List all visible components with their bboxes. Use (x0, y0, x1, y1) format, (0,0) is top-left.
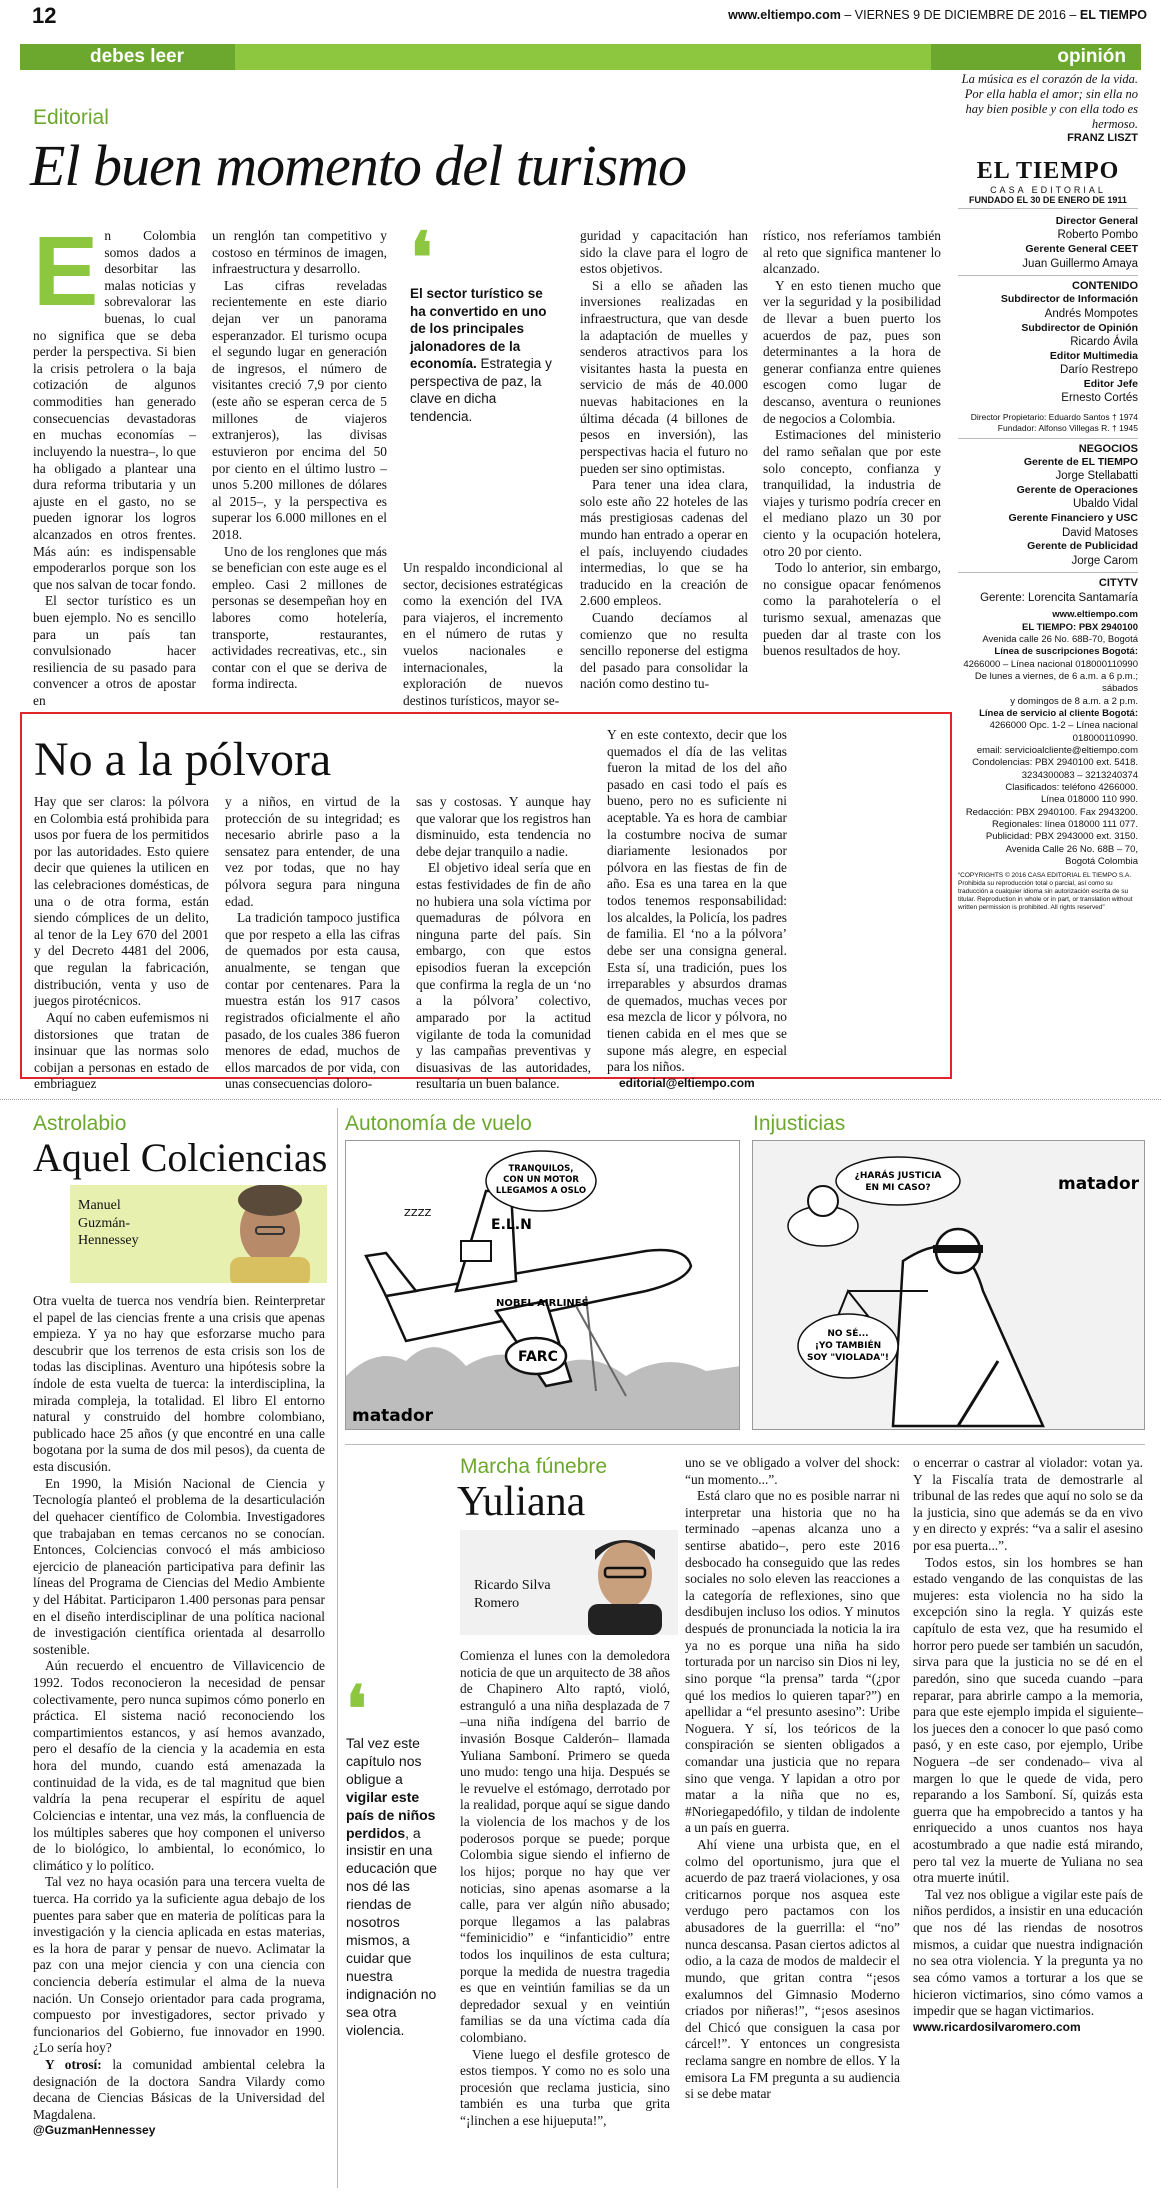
paragraph: un renglón tan competitivo y costoso en términos de imagen, infraestructura y desarrollo. (212, 228, 387, 277)
paragraph: Tal vez no haya ocasión para una tercera vuelta de tuerca. Ha corrido ya la suficiente agua debajo de los puentes para saber que en materia de políticas para la investigación y la ciencia aplicada en estas materias, es la hora de parar y pensar de nuevo. Aclimatar la paz con una mejor ciencia y con una ciencia con conciencia debería estimular el alma de la nueva nación. Un Consejo orientador para cada programa, compuesto por investigadores, sector privado y funcionarios del Gobierno, fue innovador en 1990. ¿Lo sería hoy? (33, 1874, 325, 2056)
cartoon1-section: Autonomía de vuelo (345, 1112, 532, 1135)
paragraph: En 1990, la Misión Nacional de Ciencia y Tecnología planteó el problema de la desarticulación del quehacer científico de Colombia. Investigadores que trabajaban en temas cercanos no se conocían. Entonces, Colciencias convocó el más ambicioso ejercicio de planeación participativa para definir las líneas del Programa de Ciencias del Medio Ambiente y del Hábitat. Participaron 1.400 personas para pensar en el diseño interdisciplinar de una política nacional de investigación científica orientada al desarrollo sostenible. (33, 1475, 325, 1657)
justice-illustration (753, 1141, 1145, 1430)
quote-mark-icon: ❛ (410, 221, 433, 298)
paragraph: La tradición tampoco justifica que por respeto a ella las cifras de quemados por esta causa, anualmente, se tengan que contar por centenares. Para la muestra están los 917 casos registrados oficialmente el año pasado, de los cuales 386 fueron menores de edad, muchos de ellos marcados de por vida, con unas consecuencias doloro- (225, 910, 400, 1092)
staff-role: Gerente de Publicidad (1027, 540, 1138, 553)
paragraph: Viene luego el desfile grotesco de estos tiempos. Y como no es solo una procesión que reclama justicia, sino también es una turba que grita “¡linchen a ese hijueputa!”, (460, 2046, 670, 2129)
plane-bubble-3: LLEGAMOS A OSLO (495, 1186, 587, 1196)
paragraph: Cuando decíamos al comienzo que no resulta sencillo reponerse del estigma del pasado para consolidar la nación como destino tu- (580, 610, 748, 692)
paragraph: Un respaldo incondicional al sector, decisiones estratégicas como la exención del IVA para viajeros, el incremento en el número de rutas y vuelos nacionales e internacionales, la exploración de nuevos destinos turísticos, mayor se- (403, 560, 563, 708)
staff-name: Ricardo Ávila (1070, 335, 1138, 348)
site-url[interactable]: www.eltiempo.com (728, 8, 841, 22)
pull-quote-pre: Tal vez este capítulo nos obligue a (346, 1735, 422, 1787)
paragraph: El sector turístico es un buen ejemplo. No es sencillo para un país tan convulsionado hacer resiliencia de su pasado para convencer a otros de apostar en (33, 593, 196, 709)
contact-line: 4266000 Opc. 1-2 – Línea nacional 018000110990. (989, 720, 1138, 744)
paragraph: sas y costosas. Y aunque hay que valorar que los registros han disminuido, esta tendencia no debe dejar tranquilo a nadie. (416, 794, 591, 859)
editorial-col-2 (212, 228, 387, 693)
paragraph: n Colombia somos dados a desorbitar las malas noticias y sobrevalorar las buenas, lo cual no significa que se deba perder la perspectiva. Si bien la crisis petrolera o la baja cotización de algunos commodities han generado consecuencias devastadoras en muchas economías –incluyendo la nuestra–, lo que ha obligado a plantear una dura reforma tributaria y un ajuste en el gasto, no se pueden ignorar los logros alcanzados en otros frentes. Más aún: es indispensable empoderarlos porque son los que nos salvan de tocar fondo. (33, 228, 196, 592)
farc-label: FARC (518, 1349, 558, 1365)
astrolabio-title: Aquel Colciencias (33, 1135, 328, 1180)
editorial-kicker: Editorial (33, 106, 109, 129)
author-handle[interactable]: @GuzmanHennessey (33, 2123, 156, 2138)
justice-bubble-1: ¿HARÁS JUSTICIA (854, 1171, 942, 1181)
pull-quote-post: , a insistir en una educación que nos dé las riendas de nosotros mismos, a cuidar que nuestra indignación no sea otra violencia. (346, 1824, 438, 2038)
staff-name: Ubaldo Vidal (1072, 498, 1138, 511)
staff-role: Gerente de Operaciones (1016, 484, 1138, 496)
staff-section-title: NEGOCIOS (958, 438, 1138, 456)
contact-line: Publicidad: PBX 2943000 ext. 3150. (985, 831, 1138, 843)
yuliana-title: Yuliana (457, 1479, 586, 1525)
section-bar (20, 44, 1141, 70)
staff-role: Gerente General CEET (1025, 243, 1138, 256)
paragraph: Todo lo anterior, sin embargo, no consigue opacar fenómenos como la parahotelería o el turismo sexual, amenazas que pueden dar al traste con los buenos resultados de hoy. (763, 560, 941, 659)
contact-line: Redacción: PBX 2940100. Fax 2943200. (965, 806, 1138, 818)
paragraph: El objetivo ideal sería que en estas festividades de fin de año no hubiera una sola víctima por quemaduras de pólvora en ninguna parte del país. Sin embargo, con que estos episodios fueran la excepción que confirma la regla de un ‘no a la pólvora’ colectivo, amparado por la actitud vigilante de toda la comunidad y las campañas preventivas y disuasivas de las autoridades, resultaría un buen balance. (416, 860, 591, 1092)
polvora-col-2 (225, 794, 400, 1093)
pull-quote-bold: El sector turístico se ha convertido en uno de los principales jalonadores de la economía. (410, 286, 547, 372)
staff-name: Andrés Mompotes (1044, 307, 1138, 320)
contact-line: Bogotá Colombia (1065, 856, 1138, 868)
author-website[interactable]: www.ricardosilvaromero.com (913, 2019, 1081, 2034)
contact-line: Regionales: línea 018000 111 077. (992, 819, 1138, 831)
staff-name: Ernesto Cortés (1061, 392, 1138, 405)
staff-role: Gerente Financiero y USC (1008, 512, 1138, 525)
cartoon-justice (752, 1140, 1145, 1430)
cartoon2-section: Injusticias (753, 1112, 846, 1135)
contact-line: 3234300083 – 3213240374 (1021, 769, 1138, 781)
author-photo-area (70, 1185, 327, 1283)
editorial-col-1 (33, 216, 196, 710)
editorial-col-5 (763, 228, 941, 660)
cartoon-signature: matador (352, 1406, 434, 1426)
contact-line: Línea de servicio al cliente Bogotá: (979, 708, 1138, 720)
pull-quote (346, 1674, 446, 2039)
contact-line: Avenida Calle 26 No. 68B – 70, (1005, 843, 1138, 855)
paragraph: Estimaciones del ministerio del ramo señalan que por este solo concepto, confianza y tranquilidad, la industria de viajes y turismo podría crecer en el mediano plazo un 30 por ciento y la ocupación hotelera, otro 20 por ciento. (763, 427, 941, 559)
yuliana-section: Marcha fúnebre (460, 1455, 608, 1478)
right-tab: opinión (931, 44, 1141, 70)
paragraph: Las cifras reveladas recientemente en este diario dejan ver un panorama esperanzador. El turismo ocupa el segundo lugar en generación de ingresos, el número de visitantes creció 7,9 por ciento (este año se esperan cerca de 5 millones de viajeros extranjeros), las divisas estuvieron por encima del 50 por ciento en el último lustro –unos 5.200 millones de dólares al 2015–, y la perspectiva es superar los 6.000 millones en el 2018. (212, 277, 387, 542)
paragraph: Hay que ser claros: la pólvora en Colombia está prohibida para usos por fuera de los permitidos por las autoridades. Esto quiere decir que quienes la utilicen en las celebraciones domésticas, de una o de otra forma, están siendo cómplices de un delito, al tenor de la Ley 670 del 2001 y del Decreto 4481 del 2006, que regulan la fabricación, distribución, venta y uso de juegos pirotécnicos. (34, 794, 209, 1009)
paragraph: Aquí no caben eufemismos ni distorsiones que tratan de insinuar que las normas solo cobijan a personas en estado de embriaguez (34, 1009, 209, 1092)
zzz-label: ZZZZ (404, 1208, 432, 1219)
contact-line: Avenida calle 26 No. 68B-70, Bogotá (982, 633, 1138, 645)
paragraph: Comienza el lunes con la demoledora noticia de que un arquitecto de 38 años de Chapinero Alto raptó, violó, estranguló a una niña desplazada de 7 –una niña indígena del barrio de invasión Bosque Calderón– llamada Yuliana Samboní. Primero se queda uno mudo: tengo una hija. Después se le revuelve el estómago, derrotado por la realidad, porque aquí se sigue dando la violencia de los machos y de los poderosos porque se puede; porque Colombia sigue siendo el infierno de los hijos; porque no hay que ver noticias, sino apenas asomarse a la calle, para ver algún niño abusado; porque llegamos a las palabras “feminicidio” e “infanticidio” entre todos los inquilinos de esta cultura; porque la medida de nuestra tragedia es que en veintiún familias se da un depredador sexual y en veintiún familias se da una víctima cada día colombiano. (460, 1648, 670, 2046)
polvora-title: No a la pólvora (34, 733, 332, 786)
contact-info (958, 609, 1138, 911)
polvora-col-1 (34, 794, 209, 1093)
staff-name: Juan Guillermo Amaya (1022, 257, 1138, 270)
cartoon-signature: matador (1058, 1174, 1140, 1194)
author-byline: Manuel Guzmán-Hennessey (78, 1198, 139, 1248)
section-divider (0, 1099, 1161, 1100)
staff-role: Subdirector de Información (1000, 293, 1138, 306)
contact-line: Condolencias: PBX 2940100 ext. 5418. (972, 757, 1138, 769)
staff-role: Gerente de EL TIEMPO (1023, 455, 1138, 468)
paragraph: Tal vez nos obligue a vigilar este país de niños perdidos, a insistir en una educación que nos dé las riendas de nosotros mismos, a cuidar que nuestra indignación no sea otra violencia. Y la pregunta ya no sea cómo vamos a torturar a los que se hicieron victimarios, sino cómo vamos a impedir que se hagan victimarios. (913, 1886, 1143, 2019)
staff-role: Editor Multimedia (1049, 349, 1138, 362)
eln-label: E.L.N (491, 1217, 532, 1233)
staff-role: Subdirector de Opinión (1021, 321, 1138, 334)
author-photo-area (460, 1530, 678, 1635)
column-rule (337, 1108, 338, 2188)
paragraph: guridad y capacitación han sido la clave para el logro de estos objetivos. (580, 228, 748, 277)
staff-name: David Matoses (1061, 526, 1138, 539)
contact-line: y domingos de 8 a.m. a 2 p.m. (1010, 695, 1138, 707)
paragraph: Está claro que no es posible narrar ni interpretar una historia que no ha terminado –apenas alcanza uno a sentirse abatido–, pero este 2016 desbocado ha conseguido que las redes sociales no solo eleven las reacciones a la categoría de reflexiones, sino que desdibujen incluso los odios. Y minutos después de pronunciada la noticia la ira ya no es porque una niña ha sido torturada por un narciso sin Dios ni ley, sino porque “la prensa” tarda “(¿por qué los medios lo quieren tapar?”) en apellidar a “el presunto asesino”: Uribe Noguera. Y sí, los teóricos de la conspiración se sienten obligados a comandar una justicia que no repara sino que venga. Y lapidan a otro por matar a la niña que no es, #Noriegapedófilo, y tildan de indolente a un país en guerra. (685, 1488, 900, 1836)
paragraph: Otra vuelta de tuerca nos vendría bien. Reinterpretar el papel de las ciencias frente a una crisis que apenas empieza. Y ya no hay que esforzarse mucho para descubrir que los terrenos de esta crisis son los de todas las disciplinas. Aventuro una hipótesis sobre la índole de esta vuelta de tuerca: la interdisciplina, la mirada compleja, la totalidad. El libro El entorno natural y construido del hombre colombiano, publicado hace 25 años (y que encontré en una calle bogotana por la suma de dos mil pesos), da cuenta de esta discusión. (33, 1293, 325, 1475)
paragraph: Uno de los renglones que más se benefician con este auge es el empleo. Casi 2 millones de personas se desempeñan hoy en labores como hotelería, transporte, restaurantes, actividades recreativas, etc., sin contar con el que se deriva de forma indirecta. (212, 543, 387, 692)
astrolabio-body (33, 1293, 325, 2138)
polvora-box (20, 712, 952, 1092)
staff-name: Gerente: Lorencita Santamaría (980, 591, 1138, 604)
staff-role: Editor Jefe (1083, 377, 1138, 390)
yuliana-col-3 (913, 1455, 1143, 2035)
masthead (958, 72, 1138, 911)
staff-name: Darío Restrepo (1060, 364, 1138, 377)
paragraph: Y en este contexto, decir que los quemados el día de las velitas fueron la mitad de los del año pasado en casi todo el país es bueno, pero no es suficiente ni aceptable. Ya es hora de cambiar la costumbre nociva de sumar diariamente lesionados por pólvora en las fiestas de fin de año. Esa es una tarea en la que todos tenemos responsabilidad: los alcaldes, la Policía, los padres de familia. El ‘no a la pólvora’ debe ser una consigna general. Esta sí, una tradición, pues los irreparables y absurdos dramas de quemados, muchas veces por esa mezcla de licor y pólvora, no tienen cabida en el mes que se supone más alegre, en especial para los niños. (607, 727, 787, 1075)
page-header (14, 0, 1147, 32)
pull-quote-bold: vigilar este país de niños perdidos (346, 1788, 436, 1841)
airline-label: NOBEL AIRLINES (496, 1298, 589, 1309)
justice-bubble2-3: SOY "VIOLADA"! (806, 1353, 890, 1363)
otrosi-label: Y otrosí: (45, 2057, 102, 2073)
masthead-quote-author: FRANZ LISZT (1067, 132, 1138, 144)
copyright-note: “COPYRIGHTS © 2016 CASA EDITORIAL EL TIEMPO S.A. Prohibida su reproducción total o parcial, así como su traducción a cualquier idioma sin autorización escrita de su titular. Reproduction in whole or in part, or translation without written permission is prohibited. All rights reserved” (958, 872, 1133, 911)
contact-line: Clasificados: teléfono 4266000. (1005, 782, 1138, 794)
paragraph: Todos estos, sin los hombres se han estado vengando de las conquistas de las mujeres: esta violencia no ha sido la excepción sino la regla. Y quizás este capítulo de esta vez, que ha resumido el horror pero puede ser también un sacudón, sirva para que la justicia no se dé en el paredón, sino que suceda cuando –para reparar, para abrirle campo a la memoria, para que este ejemplo impida el siguiente– los jueces den a conocer lo que pasó como pasó, y en este caso, por ejemplo, Uribe Noguera –de ser condenado– viva al margen lo que le quede de vida, pero reparando a los Samboní. Sí, quizás esta guerra que ha empobrecido a tantos y ha enriquecido a unos cuantos nos haya acostumbrado a que nadie está mirando, pero tal vez la muerte de Yuliana no sea otra muerte inútil. (913, 1554, 1143, 1886)
editorial-col-4 (580, 228, 748, 693)
paragraph: Ahí viene una urbista que, en el colmo del oportunismo, jura que el acuerdo de paz traerá violaciones, y osa criticarnos porque nos asquea este verdugo pero pactamos con los abusadores de la guerrilla: el “no” nunca descansa. Pasan ciertos adictos al odio, a la caza de modos de maldecir el mundo, que gritan contra “¡esos exalumnos del Gimnasio Moderno criados por niñeras!”, “¡esos asesinos del Chicó que consiguen la casa por cárcel!”. Y entonces un congresista reclama sangre en nombre de ellos. Y la emisora La FM pregunta a su audiencia si se debe matar (685, 1837, 900, 2102)
masthead-quote: La música es el corazón de la vida. Por ella habla el amor; sin ella no hay bien posible y con ella todo es hermoso. (961, 72, 1138, 131)
yuliana-col-1 (460, 1648, 670, 2130)
contact-line: Línea de suscripciones Bogotá: (994, 646, 1138, 658)
pull-quote (410, 221, 558, 425)
left-tab: debes leer (20, 44, 235, 70)
paragraph: Si a ello se añaden las inversiones realizadas en infraestructura, que van desde la adaptación de muelles y senderos atractivos para los visitantes hasta la puesta en servicio de más de 40.000 nuevas habitaciones en la última década (4 billones de pesos en inversión), las perspectivas hacia el futuro no pueden ser sino optimistas. (580, 277, 748, 476)
otrosi-text: la comunidad ambiental celebra la designación de la doctora Sandra Vilardy como decana de Ciencias Básicas de la Universidad del Magdalena. (33, 2057, 325, 2122)
plane-illustration (346, 1141, 740, 1430)
justice-bubble-2: EN MI CASO? (865, 1183, 931, 1193)
logo-text: EL TIEMPO (976, 158, 1120, 184)
editorial-col-3 (403, 560, 563, 709)
paper-logo (958, 158, 1138, 209)
pull-quote-rest: Estrategia y perspectiva de paz, la clave en dicha tendencia. (410, 356, 552, 424)
quote-mark-icon: ❛ (346, 1674, 367, 1745)
contact-line: De lunes a viernes, de 6 a.m. a 6 p.m.; sábados (974, 670, 1138, 695)
plane-bubble-1: TRANQUILOS, (508, 1164, 574, 1174)
contact-web[interactable]: www.eltiempo.com (1052, 609, 1138, 621)
contact-line: Línea 018000 110 990. (1040, 794, 1138, 806)
paragraph: Y en esto tienen mucho que ver la seguridad y la posibilidad de llevar a buen puerto los acuerdos de paz, pues son determinantes a la hora de generar confianza entre quienes escogen como lugar de descanso, aventura o reuniones de negocios a Colombia. (763, 277, 941, 426)
owners-line: Director Propietario: Eduardo Santos † 1974 (970, 412, 1138, 423)
owners-line: Fundador: Alfonso Villegas R. † 1945 (997, 422, 1138, 433)
paragraph: Aún recuerdo el encuentro de Villavicencio de 1992. Todos reconocieron la necesidad de pensar colectivamente, pero nunca supimos cómo ponerlo en práctica. El sistema nació reconociendo los compartimientos estancos, y así hemos avanzado, pero el desafío de la ciencia y la academia en esta hora del mundo, cuando está amenazada la continuidad de la vida, es de tal magnitud que bien valdría la pena recuperar el espíritu de aquel Colciencias e intentar, una vez más, la confluencia de los múltiples saberes que hoy componen el universo de lo biológico, lo ambiental, lo económico, lo climático y lo político. (33, 1658, 325, 1873)
dateline: www.eltiempo.com – VIERNES 9 DE DICIEMBRE DE 2016 – EL TIEMPO (728, 8, 1147, 22)
contact-line: EL TIEMPO: PBX 2940100 (1022, 621, 1138, 633)
staff-section-title: CITYTV (958, 572, 1138, 590)
astrolabio-section: Astrolabio (33, 1112, 127, 1135)
paragraph: Para tener una idea clara, solo este año 22 hoteles de las más prestigiosas cadenas del mundo han entrado a operar en el país, incluyendo ciudades intermedias, lo que se ha traducido en la creación de 2.600 empleos. (580, 477, 748, 609)
staff-section-title: CONTENIDO (958, 275, 1138, 293)
yuliana-col-2 (685, 1455, 900, 2103)
drop-cap: E (33, 216, 99, 326)
staff-role: Director General (1055, 215, 1138, 227)
polvora-col-4 (607, 727, 787, 1091)
paragraph: rístico, nos referíamos también al reto que significa mantener lo alcanzado. (763, 228, 941, 277)
editorial-email[interactable]: editorial@eltiempo.com (619, 1075, 755, 1090)
staff-name: Roberto Pombo (1057, 229, 1138, 242)
founded-line: FUNDADO EL 30 DE ENERO DE 1911 (969, 195, 1127, 205)
contact-line: 4266000 – Línea nacional 018000110990 (963, 658, 1138, 670)
author-byline: Ricardo Silva Romero (474, 1578, 551, 1611)
polvora-col-3 (416, 794, 591, 1093)
paragraph: y a niños, en virtud de la protección de su integridad; es necesario abrirle paso a la sensatez para entender, de una vez por todas, que no hay pólvora segura para ninguna edad. (225, 794, 400, 909)
staff-name: Jorge Carom (1071, 554, 1138, 567)
section-rule (345, 1444, 1145, 1445)
plane-bubble-2: CON UN MOTOR (503, 1175, 579, 1185)
justice-bubble2-1: NO SÉ... (827, 1329, 869, 1339)
contact-email[interactable]: email: servicioalcliente@eltiempo.com (976, 745, 1138, 757)
page-number: 12 (32, 3, 57, 28)
staff-name: Jorge Stellabatti (1055, 470, 1138, 483)
logo-subtitle: CASA EDITORIAL (990, 185, 1106, 195)
justice-bubble2-2: ¡YO TAMBIÉN (814, 1341, 882, 1351)
paragraph: uno se ve obligado a volver del shock: “un momento...”. (685, 1455, 900, 1487)
staff-list (958, 215, 1138, 605)
cartoon-plane (345, 1140, 740, 1430)
date: VIERNES 9 DE DICIEMBRE DE 2016 (854, 8, 1066, 22)
paragraph: o encerrar o castrar al violador: votan ya. Y la Fiscalía trata de demostrarle al tribunal de las redes que aquí no solo se da la justicia, sino que además se da en vivo y en directo y exprés: “va a salir el asesino por esa puerta...”. (913, 1455, 1143, 1554)
paper-name: EL TIEMPO (1079, 8, 1147, 22)
editorial-headline: El buen momento del turismo (30, 133, 687, 198)
